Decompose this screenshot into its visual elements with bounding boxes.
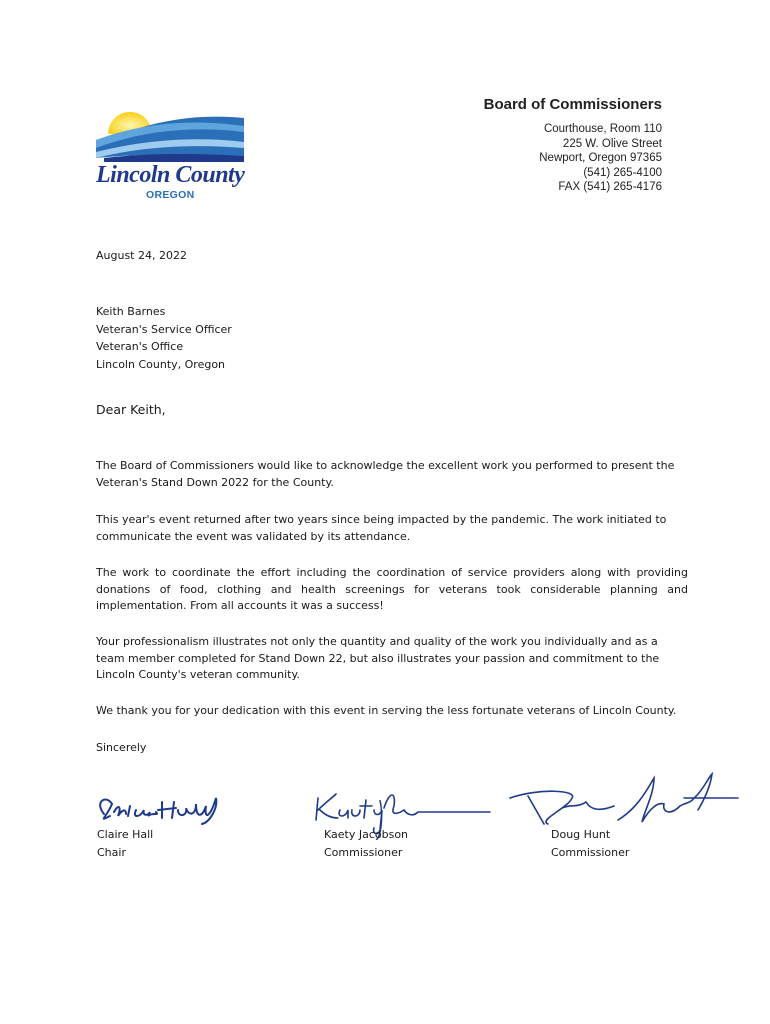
signatory-title: Commissioner bbox=[551, 846, 630, 859]
paragraph: The work to coordinate the effort including the coordination of service providers along with providing donations of food, clothing and health screenings for veterans took considerable planning and implementation. From all accounts it was a success! bbox=[96, 566, 688, 612]
logo-wordmark: Lincoln County bbox=[96, 162, 245, 188]
signature-claire-hall bbox=[92, 782, 242, 832]
paragraph: We thank you for your dedication with this event in serving the less fortunate veterans of Lincoln County. bbox=[96, 704, 677, 717]
closing: Sincerely bbox=[96, 741, 147, 754]
signatory-title: Commissioner bbox=[324, 846, 403, 859]
recipient-line: Veteran's Office bbox=[96, 340, 184, 353]
org-name: Board of Commissioners bbox=[483, 96, 662, 113]
address-line: Courthouse, Room 110 bbox=[543, 123, 662, 135]
logo-state: OREGON bbox=[146, 189, 195, 201]
fax-line: FAX (541) 265-4176 bbox=[558, 181, 662, 193]
recipient-address bbox=[96, 303, 688, 373]
signatory-claire-hall bbox=[97, 826, 153, 862]
signatory-name: Kaety Jacobson bbox=[324, 828, 409, 841]
letter-date: August 24, 2022 bbox=[96, 249, 187, 262]
sun-waves-icon bbox=[94, 96, 254, 166]
paragraph: The Board of Commissioners would like to acknowledge the excellent work you performed to present the Veteran's Stand Down 2022 for the County. bbox=[96, 459, 675, 489]
address-line: Newport, Oregon 97365 bbox=[539, 152, 662, 164]
signatory-name: Doug Hunt bbox=[551, 828, 611, 841]
address-line: 225 W. Olive Street bbox=[562, 137, 662, 150]
signatory-name: Claire Hall bbox=[97, 828, 154, 841]
letterhead-address bbox=[484, 96, 662, 195]
recipient-line: Keith Barnes bbox=[96, 305, 166, 318]
recipient-line: Veteran's Service Officer bbox=[96, 322, 232, 336]
signatory-doug-hunt bbox=[551, 826, 629, 862]
signatory-title: Chair bbox=[97, 846, 126, 859]
salutation: Dear Keith, bbox=[96, 402, 166, 417]
phone-line: (541) 265-4100 bbox=[583, 166, 662, 179]
paragraph: This year's event returned after two years since being impacted by the pandemic. The work initiated to communicate the event was validated by its attendance. bbox=[96, 513, 667, 543]
county-logo bbox=[94, 96, 254, 206]
recipient-line: Lincoln County, Oregon bbox=[96, 357, 226, 371]
paragraph: Your professionalism illustrates not only the quantity and quality of the work you individually and as a team member completed for Stand Down 22, but also illustrates your passion and commitment to the Lincoln County's veteran community. bbox=[96, 635, 660, 681]
signatory-kaety-jacobson bbox=[324, 826, 408, 862]
